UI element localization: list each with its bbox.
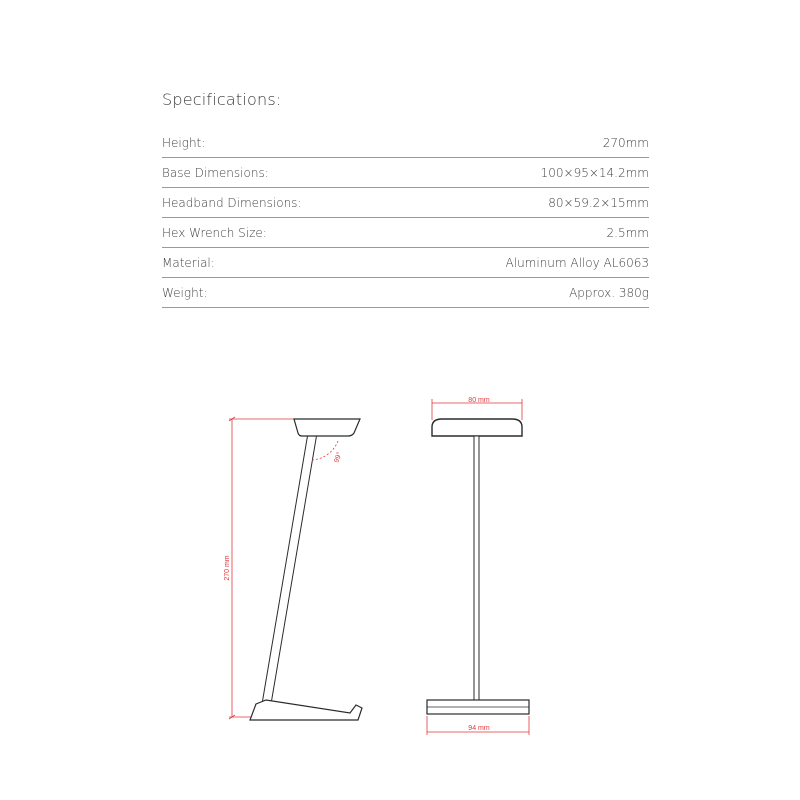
spec-value: 270mm (602, 136, 649, 150)
specifications-title: Specifications: (162, 90, 282, 109)
angle-label: 99° (333, 451, 344, 464)
spec-label: Material: (162, 256, 215, 270)
front-pole (474, 436, 479, 700)
side-pole (262, 433, 317, 704)
spec-label: Weight: (162, 286, 208, 300)
spec-value: Aluminum Alloy AL6063 (505, 256, 649, 270)
front-view (427, 397, 529, 735)
base-width-label: 94 mm (468, 725, 490, 732)
side-base (250, 700, 362, 720)
spec-label: Base Dimensions: (162, 166, 269, 180)
spec-label: Height: (162, 136, 206, 150)
front-headband-holder (432, 419, 522, 436)
spec-value: 2.5mm (606, 226, 649, 240)
side-headband-holder (294, 419, 360, 436)
spec-value: 100×95×14.2mm (540, 166, 649, 180)
spec-label: Headband Dimensions: (162, 196, 302, 210)
spec-value: Approx. 380g (569, 286, 649, 300)
top-width-label: 80 mm (468, 397, 490, 404)
spec-label: Hex Wrench Size: (162, 226, 267, 240)
spec-value: 80×59.2×15mm (548, 196, 649, 210)
side-view (224, 417, 362, 720)
height-dimension-label: 270 mm (224, 555, 231, 581)
